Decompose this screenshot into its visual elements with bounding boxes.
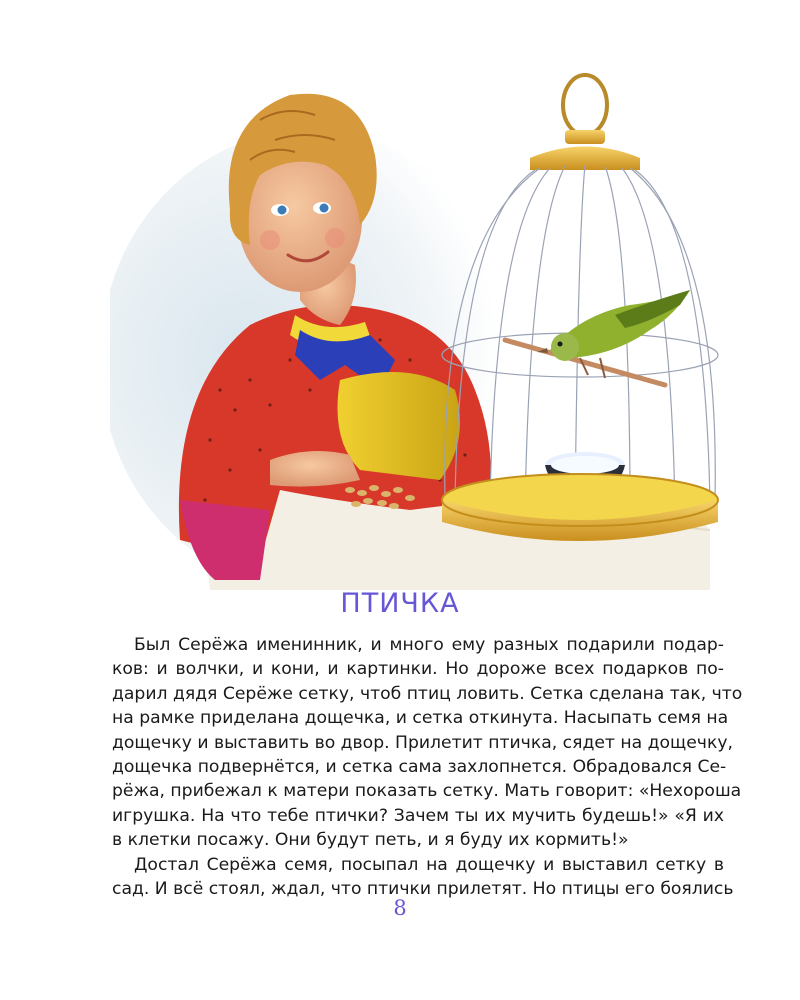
bird (537, 290, 690, 378)
text-line: Был Серёжа именинник, и много ему разных подарили подар- (134, 635, 724, 655)
text-line: сад. И всё стоял, ждал, что птички прилетят. Но птицы его боялись (112, 878, 734, 899)
story-text (112, 633, 743, 901)
text-line: на рамке приделана дощечка, и сетка откинута. Насыпать семя на (112, 708, 729, 729)
text-line: дарил дядя Серёже сетку, чтоб птиц ловить. Сетка сделана так, что (112, 683, 743, 704)
story-title: ПТИЧКА (340, 588, 460, 619)
paragraph-1 (112, 633, 743, 853)
text-line: игрушка. На что тебе птички? Зачем ты их мучить будешь!» «Я их (112, 805, 724, 826)
text-line: Достал Серёжа семя, посыпал на дощечку и выставил сетку в (134, 854, 724, 875)
text-line: дощечка подвернётся, и сетка сама захлопнется. Обрадовался Се- (112, 756, 727, 777)
page-number: 8 (393, 896, 407, 920)
yellow-sleeve (338, 372, 461, 480)
text-line: рёжа, прибежал к матери показать сетку. Мать говорит: «Нехороша (112, 781, 742, 802)
paragraph-2 (112, 853, 734, 902)
text-line: в клетки посажу. Они будут петь, и я буду их кормить!» (112, 830, 629, 851)
illustration-boy-with-birdcage (110, 60, 730, 590)
text-line: ков: и волчки, и кони, и картинки. Но дороже всех подарков по- (112, 659, 724, 680)
text-line: дощечку и выставить во двор. Прилетит птичка, сядет на дощечку, (112, 732, 733, 753)
